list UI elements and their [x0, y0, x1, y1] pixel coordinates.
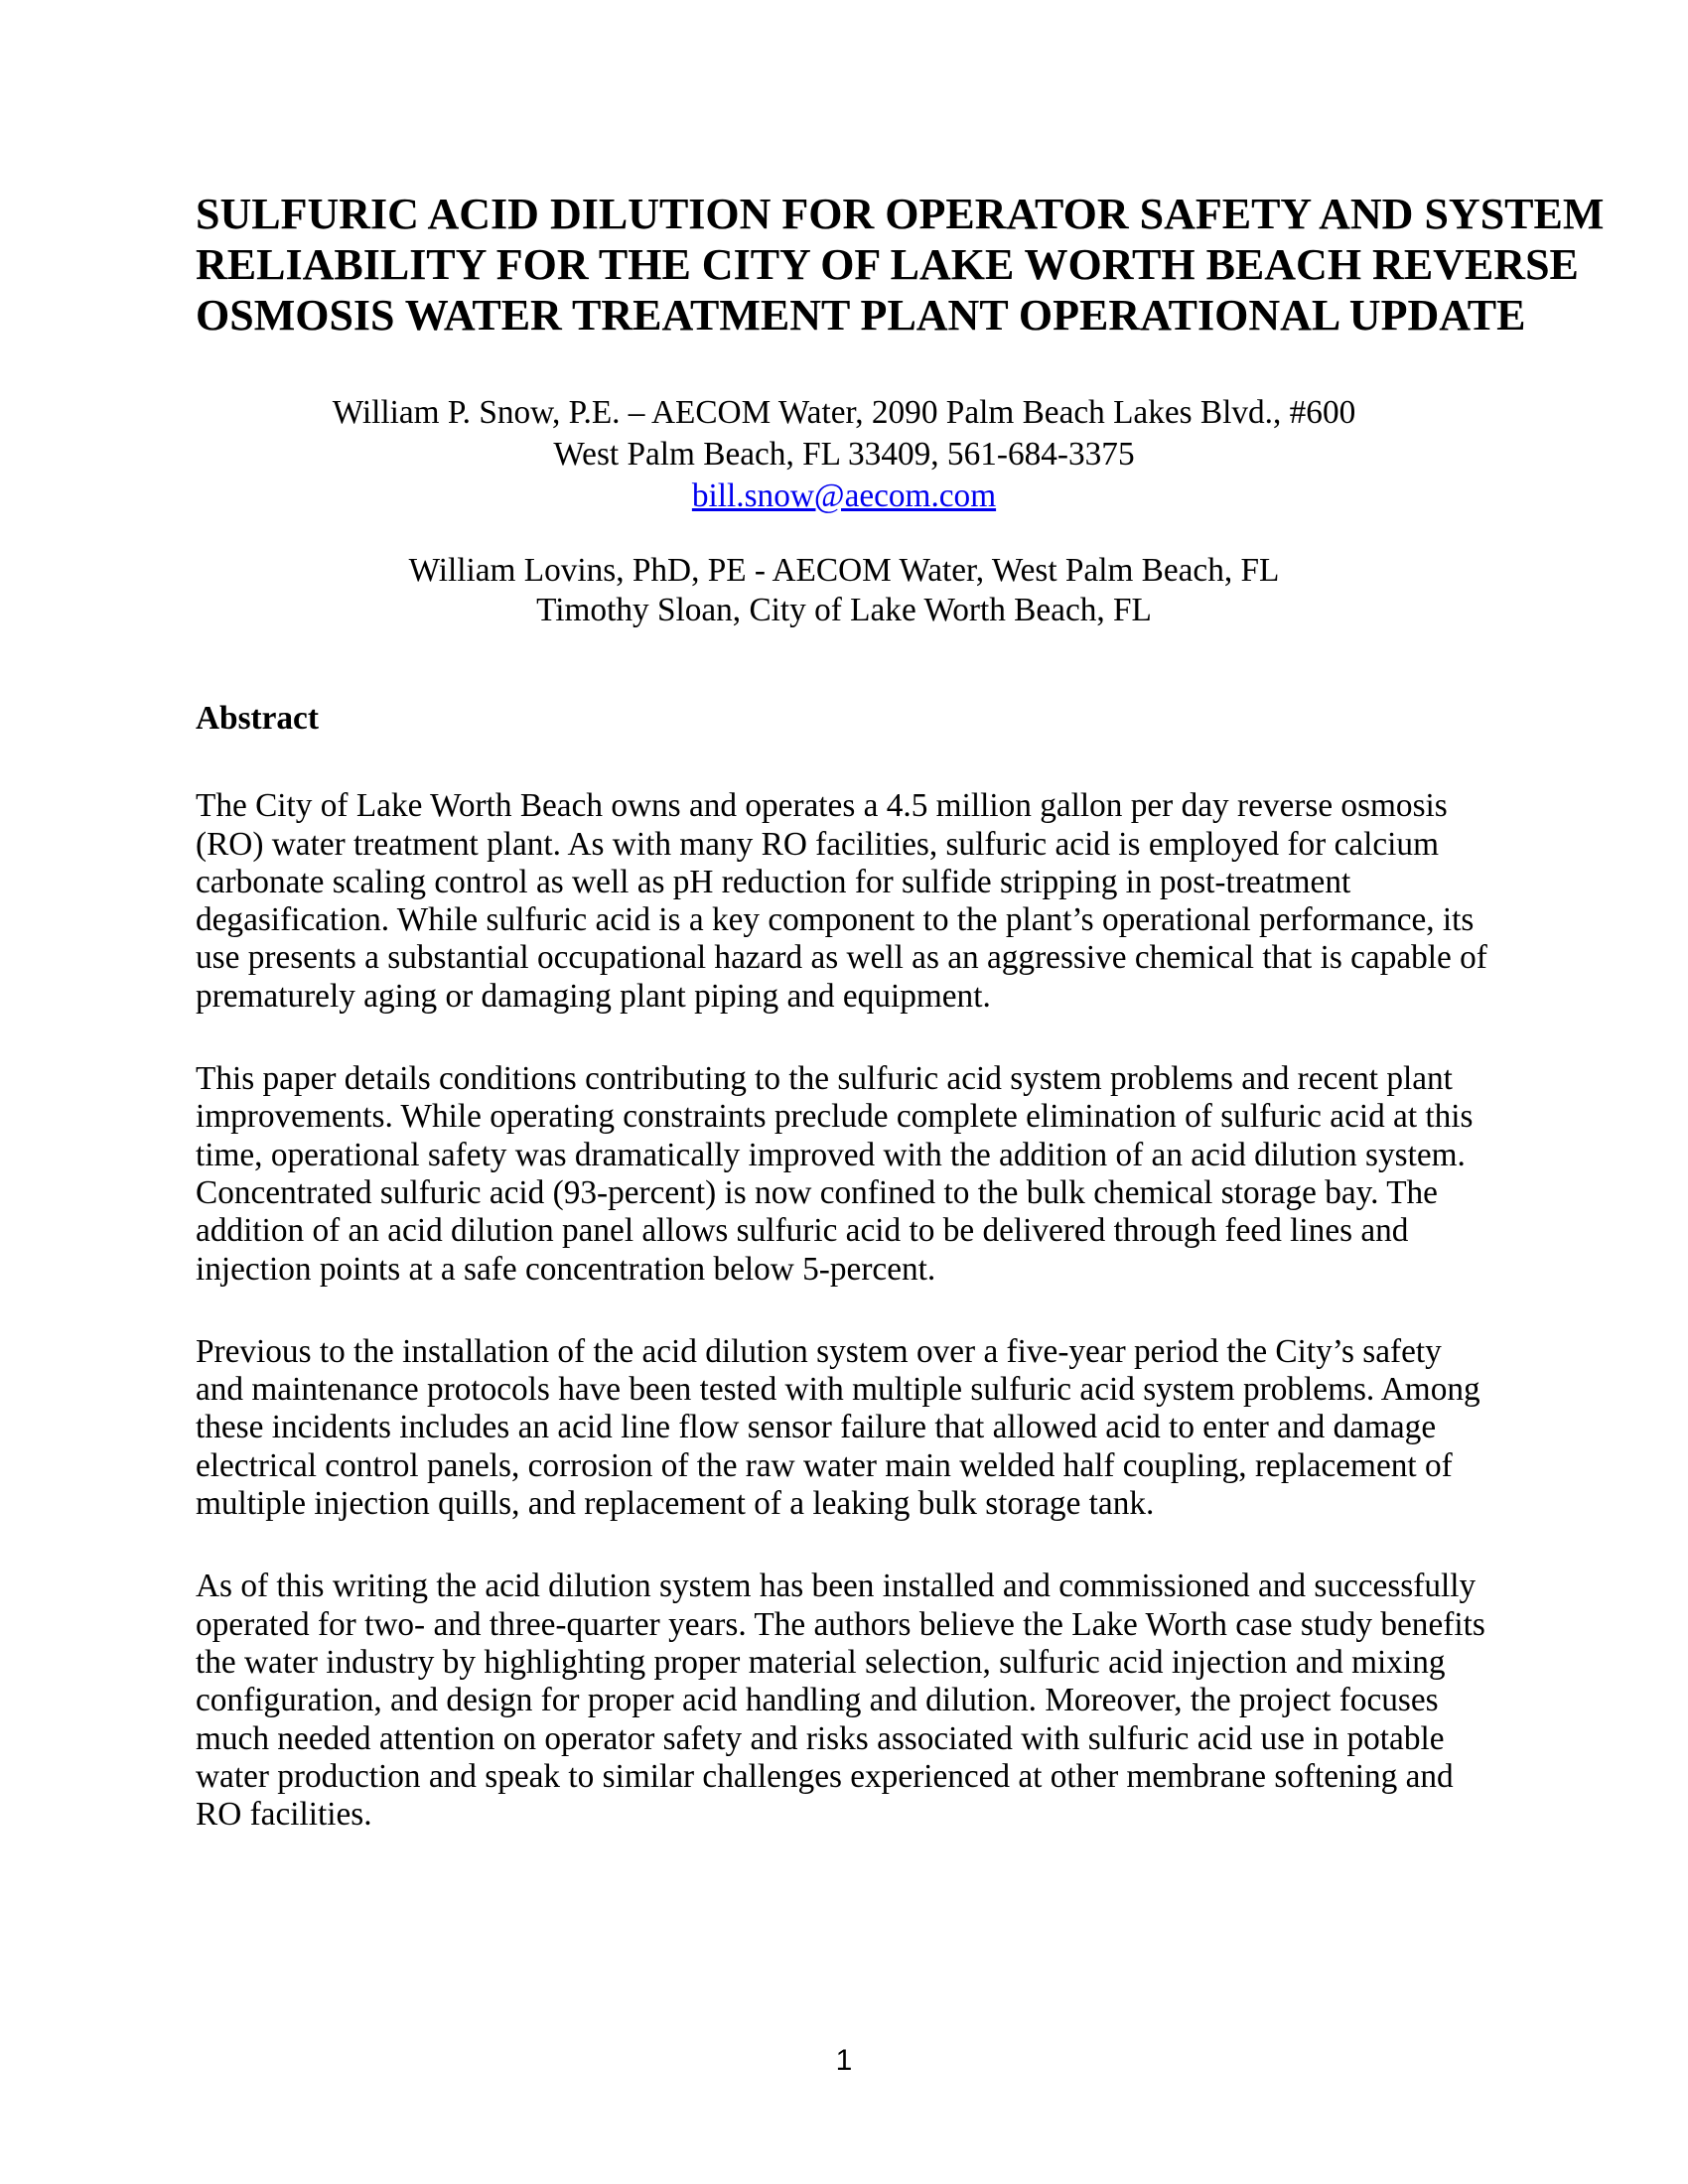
coauthor-line-1: William Lovins, PhD, PE - AECOM Water, West Palm Beach, FL	[408, 552, 1280, 589]
paper-title-line-3: OSMOSIS WATER TREATMENT PLANT OPERATIONAL UPDATE	[196, 291, 1526, 340]
author-email-line	[196, 476, 1492, 517]
paper-title-line-2: RELIABILITY FOR THE CITY OF LAKE WORTH BEACH REVERSE	[196, 240, 1579, 289]
abstract-paragraph-1: The City of Lake Worth Beach owns and operates a 4.5 million gallon per day reverse osmosis (RO) water treatment plant. As with many RO facilities, sulfuric acid is employed for calcium carbonate scaling control as well as pH reduction for sulfide stripping in post-treatment degasification. While sulfuric acid is a key component to the plant’s operational performance, its use presents a substantial occupational hazard as well as an aggressive chemical that is capable of prematurely aging or damaging plant piping and equipment.	[196, 787, 1487, 1015]
paper-title-line-1: SULFURIC ACID DILUTION FOR OPERATOR SAFETY AND SYSTEM	[196, 190, 1605, 238]
abstract-paragraph-2: This paper details conditions contributing to the sulfuric acid system problems and recent plant improvements. While operating constraints preclude complete elimination of sulfuric acid at this time, operational safety was dramatically improved with the addition of an acid dilution system. Concentrated sulfuric acid (93-percent) is now confined to the bulk chemical storage bay. The addition of an acid dilution panel allows sulfuric acid to be delivered through feed lines and injection points at a safe concentration below 5-percent.	[196, 1060, 1474, 1288]
email-link[interactable]: bill.snow@aecom.com	[691, 478, 997, 514]
paper-title	[196, 189, 1605, 341]
author-block-primary	[196, 392, 1492, 517]
author-block-secondary	[196, 551, 1492, 630]
page-number: 1	[835, 2044, 853, 2077]
author-address-phone: West Palm Beach, FL 33409, 561-684-3375	[553, 436, 1135, 473]
coauthor-line-2: Timothy Sloan, City of Lake Worth Beach, FL	[536, 592, 1152, 628]
author-name-affiliation: William P. Snow, P.E. – AECOM Water, 2090 Palm Beach Lakes Blvd., #600	[332, 394, 1356, 431]
abstract-paragraph-4: As of this writing the acid dilution system has been installed and commissioned and successfully operated for two- and three-quarter years. The authors believe the Lake Worth case study benefits the water industry by highlighting proper material selection, sulfuric acid injection and mixing configuration, and design for proper acid handling and dilution. Moreover, the project focuses much needed attention on operator safety and risks associated with sulfuric acid use in potable water production and speak to similar challenges experienced at other membrane softening and RO facilities.	[196, 1568, 1485, 1834]
abstract-heading: Abstract	[196, 700, 319, 737]
abstract-paragraph-3: Previous to the installation of the acid dilution system over a five-year period the City’s safety and maintenance protocols have been tested with multiple sulfuric acid system problems. Among these incidents includes an acid line flow sensor failure that allowed acid to enter and damage electrical control panels, corrosion of the raw water main welded half coupling, replacement of multiple injection quills, and replacement of a leaking bulk storage tank.	[196, 1332, 1480, 1523]
